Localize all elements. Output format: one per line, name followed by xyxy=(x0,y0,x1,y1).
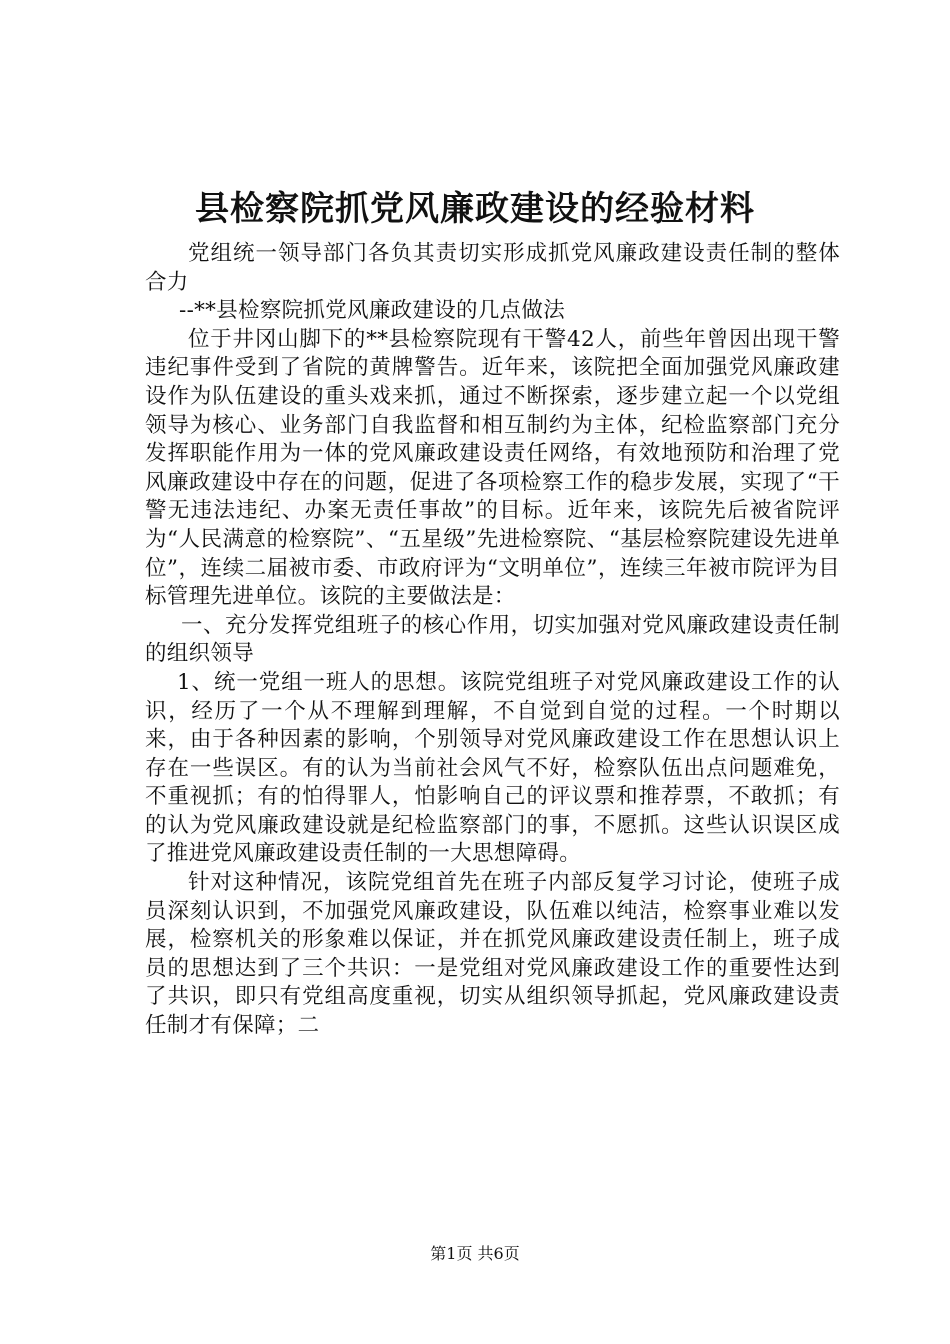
body-paragraph: 针对这种情况，该院党组首先在班子内部反复学习讨论，使班子成员深刻认识到，不加强党风廉政建设，队伍难以纯洁，检察事业难以发展，检察机关的形象难以保证，并在抓党风廉政建设责任制上，班子成员的思想达到了三个共识：一是党组对党风廉政建设工作的重要性达到了共识，即只有党组高度重视，切实从组织领导抓起，党风廉政建设责任制才有保障；二 xyxy=(145,870,840,1039)
subtitle-paragraph: 党组统一领导部门各负其责切实形成抓党风廉政建设责任制的整体合力 xyxy=(145,241,840,295)
document-title: 县检察院抓党风廉政建设的经验材料 xyxy=(195,189,755,229)
item-paragraph-1: 1、统一党组一班人的思想。该院党组班子对党风廉政建设工作的认识，经历了一个从不理解到理解，不自觉到自觉的过程。一个时期以来，由于各种因素的影响，个别领导对党风廉政建设工作在思想认识上存在一些误区。有的认为当前社会风气不好，检察队伍出点问题难免，不重视抓；有的怕得罪人，怕影响自己的评议票和推荐票，不敢抓；有的认为党风廉政建设就是纪检监察部门的事，不愿抓。这些认识误区成了推进党风廉政建设责任制的一大思想障碍。 xyxy=(145,669,840,867)
subtitle-attribution: --**县检察院抓党风廉政建设的几点做法 xyxy=(179,298,566,324)
page-footer: 第1页 共6页 xyxy=(430,1244,520,1263)
section-heading-1: 一、充分发挥党组班子的核心作用，切实加强对党风廉政建设责任制的组织领导 xyxy=(145,612,840,667)
intro-paragraph: 位于井冈山脚下的**县检察院现有干警42人，前些年曾因出现干警违纪事件受到了省院的黄牌警告。近年来，该院把全面加强党风廉政建设作为队伍建设的重头戏来抓，通过不断探索，逐步建立起一个以党组领导为核心、业务部门自我监督和相互制约为主体，纪检监察部门充分发挥职能作用为一体的党风廉政建设责任网络，有效地预防和治理了党风廉政建设中存在的问题，促进了各项检察工作的稳步发展，实现了“干警无违法违纪、办案无责任事故”的目标。近年来，该院先后被省院评为“人民满意的检察院”、“五星级”先进检察院、“基层检察院建设先进单位”，连续二届被市委、市政府评为“文明单位”，连续三年被市院评为目标管理先进单位。该院的主要做法是： xyxy=(145,326,840,610)
document-body xyxy=(145,240,840,1041)
